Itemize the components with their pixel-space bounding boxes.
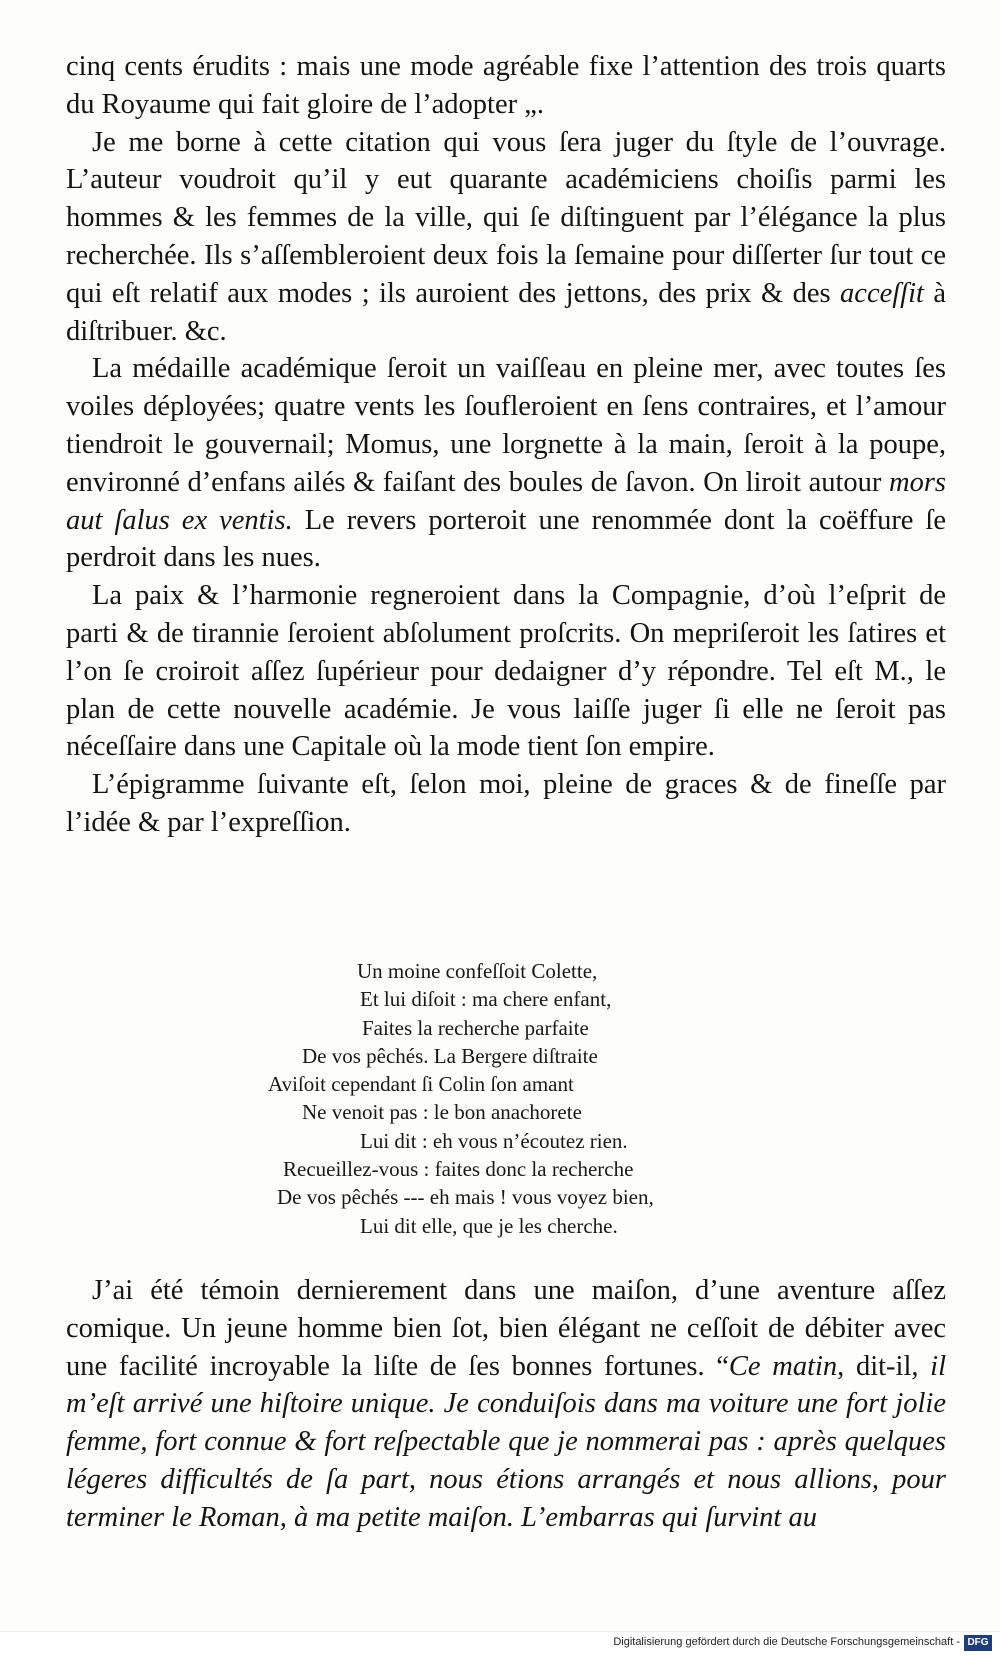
digitization-footer	[0, 1631, 1000, 1656]
paragraph-6-text: J’ai été témoin dernierement dans une maiſon, d’une aventure aſſez comique. Un jeune homme bien ſot, bien élégant ne ceſſoit de débiter avec une facilité incroyable la liſte de ſes bonnes fortunes. “	[66, 1275, 946, 1382]
paragraph-2-italic: acceſſit	[840, 277, 924, 309]
paragraph-5: L’épigramme ſuivante eſt, ſelon moi, pleine de graces & de fineſſe par l’idée & par l’expreſſion.	[66, 769, 946, 838]
paragraph-6	[66, 1272, 946, 1537]
paragraph-3	[66, 350, 946, 577]
poem-line: De vos pêchés --- eh mais ! vous voyez bien,	[277, 1185, 654, 1210]
paragraph-4: La paix & l’harmonie regneroient dans la Compagnie, d’où l’eſprit de parti & de tirannie ſeroient abſolument proſcrits. On mepriſeroit les ſatires et l’on ſe croiroit aſſez ſupérieur pour dedaigner d’y répondre. Tel eſt M., le plan de cette nouvelle académie. Je vous laiſſe juger ſi elle ne ſeroit pas néceſſaire dans une Capitale où la mode tient ſon empire.	[66, 580, 946, 763]
paragraph-3-end: Le revers porteroit une renommée dont la coëffure ſe perdroit dans les nues.	[66, 504, 947, 574]
paragraph-6-mid: , dit-il,	[837, 1350, 919, 1382]
paragraph-2-end: à diſtribuer. &c.	[66, 277, 947, 347]
poem-line: Aviſoit cependant ſi Colin ſon amant	[268, 1072, 574, 1097]
paragraph-2-text: Je me borne à cette citation qui vous ſera juger du ſtyle de l’ouvrage. L’auteur voudroit qu’il y eut quarante académiciens choiſis parmi les hommes & les femmes de la ville, qui ſe diſtinguent par l’élégance la plus recherchée. Ils s’aſſembleroient deux fois la ſemaine pour diſſerter ſur tout ce qui eſt relatif aux modes ; ils auroient des jettons, des prix & des	[66, 126, 946, 309]
poem-line: Recueillez-vous : faites donc la recherche	[283, 1157, 634, 1182]
paragraph-3-text: La médaille académique ſeroit un vaiſſeau en pleine mer, avec toutes ſes voiles déployées; quatre vents les ſoufleroient en ſens contraires, et l’amour tiendroit le gouvernail; Momus, une lorgnette à la main, ſeroit à la poupe, environné d’enfans ailés & faiſant des boules de ſavon. On liroit autour	[66, 353, 946, 498]
footer-credit: Digitalisierung gefördert durch die Deutsche Forschungsgemeinschaft -	[613, 1636, 960, 1648]
poem-line: Lui dit elle, que je les cherche.	[360, 1213, 618, 1238]
poem-line: Lui dit : eh vous n’écoutez rien.	[360, 1128, 628, 1153]
poem-line: De vos pêchés. La Bergere diſtraite	[302, 1043, 598, 1068]
paragraph-3-italic: mors aut ſalus ex ventis.	[66, 466, 946, 536]
paragraph-1: cinq cents érudits : mais une mode agréable fixe l’attention des trois quarts du Royaume qui fait gloire de l’adopter „.	[66, 51, 946, 120]
paragraph-2	[66, 124, 946, 351]
page-text-lower	[66, 1272, 946, 1537]
poem-line: Ne venoit pas : le bon anachorete	[302, 1100, 582, 1125]
paragraph-6-italic-1: Ce matin	[728, 1350, 838, 1382]
poem-line: Un moine confeſſoit Colette,	[357, 959, 598, 983]
paragraph-6-italic-2: il m’eſt arrivé une hiſtoire unique. Je conduiſois dans ma voiture une fort jolie femme, fort connue & fort reſpectable que je nommerai pas : après quelques légeres difficultés de ſa part, nous étions arrangés et nous allions, pour terminer le Roman, à ma petite maiſon. L’embarras qui ſurvint au	[66, 1350, 947, 1533]
epigram-poem	[0, 957, 1000, 1240]
dfg-logo-icon: DFG	[964, 1635, 992, 1651]
poem-line: Et lui diſoit : ma chere enfant,	[360, 987, 612, 1012]
poem-line: Faites la recherche parfaite	[362, 1015, 589, 1040]
page-text-upper	[66, 48, 946, 842]
